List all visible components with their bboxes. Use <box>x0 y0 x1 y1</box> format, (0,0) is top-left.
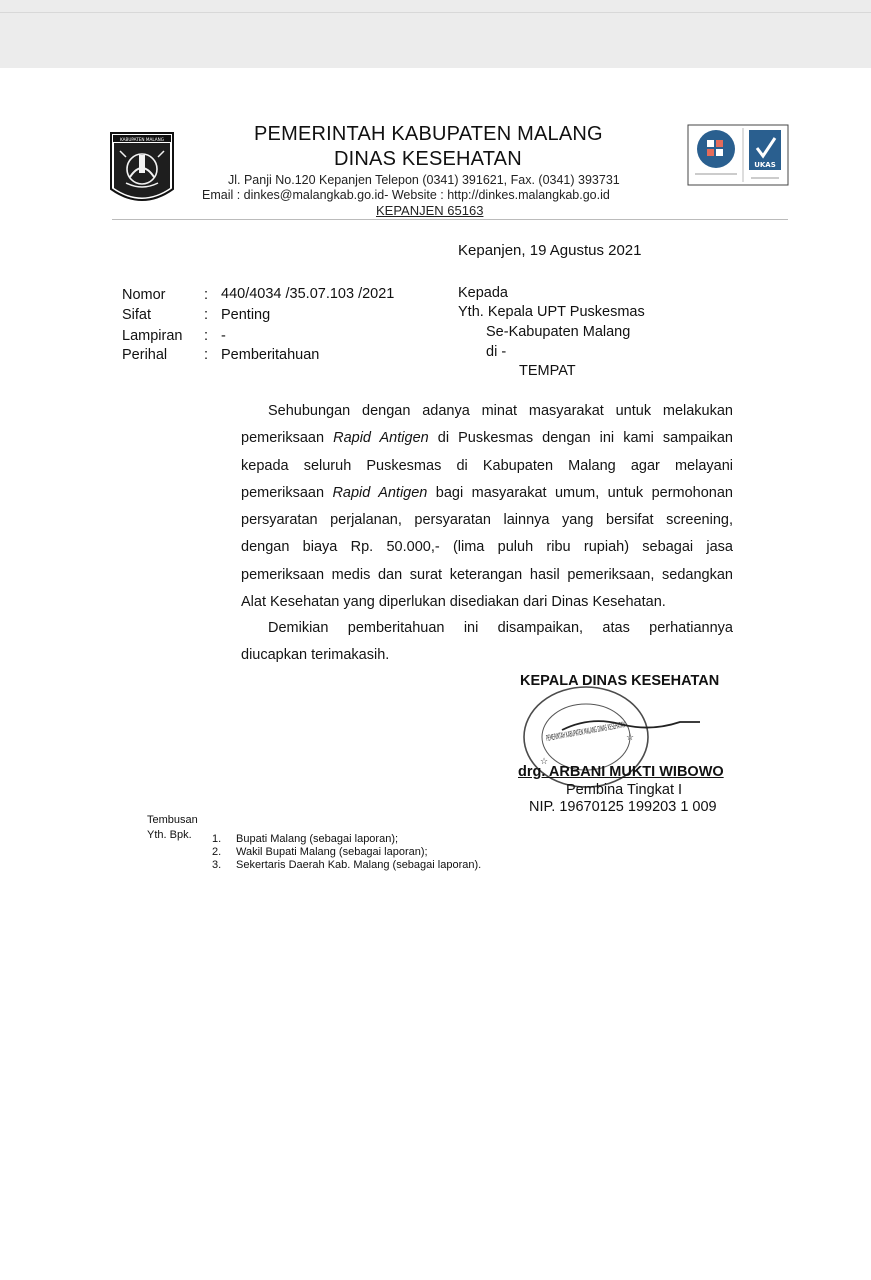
recipient-area: Se-Kabupaten Malang <box>486 324 631 340</box>
nomor-separator: : <box>204 287 209 303</box>
kabupaten-malang-logo <box>108 131 176 211</box>
signatory-nip: NIP. 19670125 199203 1 009 <box>529 799 717 815</box>
lampiran-label: Lampiran <box>122 328 183 344</box>
stamp-text: PEMERINTAH KABUPATEN MALANG <box>545 710 654 743</box>
signature-stroke-icon <box>560 712 702 738</box>
body-italic-text: Rapid Antigen <box>333 430 429 447</box>
body-text: bagi masyarakat umum, untuk permohonan <box>427 484 733 501</box>
sifat-separator: : <box>204 307 209 323</box>
recipient-tempat: TEMPAT <box>519 363 576 379</box>
nomor-label: Nomor <box>122 287 166 303</box>
office-city-code: KEPANJEN 65163 <box>376 203 484 218</box>
signatory-rank: Pembina Tingkat I <box>566 782 683 798</box>
perihal-separator: : <box>204 347 209 363</box>
recipient-di: di - <box>486 344 507 360</box>
ukas-label: UKAS <box>754 161 776 169</box>
body-text: pemeriksaan <box>241 430 334 447</box>
tembusan-item-text: Wakil Bupati Malang (sebagai laporan); <box>236 846 428 858</box>
letterhead-divider <box>112 219 788 220</box>
recipient-kepada: Kepada <box>458 285 508 301</box>
tembusan-item-text: Bupati Malang (sebagai laporan); <box>236 833 399 845</box>
viewer-top-bar <box>0 0 871 68</box>
crest-icon <box>108 131 176 211</box>
office-email-website: Email : dinkes@malangkab.go.id- Website : http://dinkes.malangkab.go.id <box>202 188 610 202</box>
perihal-label: Perihal <box>122 347 168 363</box>
body-line: Alat Kesehatan yang diperlukan disediakan dari Dinas Kesehatan. <box>241 594 666 611</box>
body-paragraph-2 <box>241 615 733 670</box>
body-line: pemeriksaan medis dan surat keterangan hasil pemeriksaan, sedangkan <box>241 566 733 583</box>
tembusan-item-number: 3. <box>212 859 222 871</box>
signatory-name: drg. ARBANI MUKTI WIBOWO <box>518 764 724 780</box>
sifat-label: Sifat <box>122 307 152 323</box>
tembusan-item-text: Sekertaris Daerah Kab. Malang (sebagai laporan). <box>236 859 482 871</box>
body-line: Sehubungan dengan adanya minat masyarakat untuk melakukan <box>268 403 733 419</box>
body-line <box>241 425 733 452</box>
body-paragraph-1 <box>241 398 733 616</box>
certification-logos <box>687 124 789 186</box>
body-line: persyaratan perjalanan, persyaratan lainnya yang bersifat screening, <box>241 512 733 529</box>
tembusan-salutation: Yth. Bpk. <box>147 829 192 841</box>
body-line: dengan biaya Rp. 50.000,- (lima puluh ribu rupiah) sebagai jasa <box>241 539 733 556</box>
recipient-title: Yth. Kepala UPT Puskesmas <box>458 304 645 320</box>
tembusan-label: Tembusan <box>147 814 198 826</box>
tembusan-item-number: 1. <box>212 833 222 845</box>
crest-banner-text: KABUPATEN MALANG <box>119 137 165 142</box>
letter-date: Kepanjen, 19 Agustus 2021 <box>458 242 642 259</box>
lampiran-separator: : <box>204 328 209 344</box>
sifat-value: Penting <box>221 307 271 323</box>
body-line: kepada seluruh Puskesmas di Kabupaten Malang agar melayani <box>241 457 733 474</box>
body-text: pemeriksaan <box>241 484 333 501</box>
body-line <box>241 480 733 507</box>
office-address: Jl. Panji No.120 Kepanjen Telepon (0341) 391621, Fax. (0341) 393731 <box>228 173 620 187</box>
stamp-star-icon: ☆ <box>540 756 549 766</box>
lampiran-value: - <box>221 328 226 344</box>
signatory-title: KEPALA DINAS KESEHATAN <box>520 673 720 689</box>
viewer-top-divider <box>0 12 871 13</box>
office-name: DINAS KESEHATAN <box>334 148 522 170</box>
perihal-value: Pemberitahuan <box>221 347 320 363</box>
government-name: PEMERINTAH KABUPATEN MALANG <box>254 123 603 145</box>
nomor-value: 440/4034 /35.07.103 /2021 <box>221 286 395 302</box>
body-text: di Puskesmas dengan ini kami sampaikan <box>428 430 733 447</box>
body-line: diucapkan terimakasih. <box>241 647 390 664</box>
body-italic-text: Rapid Antigen <box>332 484 428 501</box>
handwritten-signature <box>560 712 702 738</box>
stamp-star-icon: ☆ <box>626 732 635 742</box>
tembusan-item-number: 2. <box>212 846 222 858</box>
body-line: Demikian pemberitahuan ini disampaikan, atas perhatiannya <box>268 620 733 636</box>
certification-badge-icon <box>687 124 789 186</box>
